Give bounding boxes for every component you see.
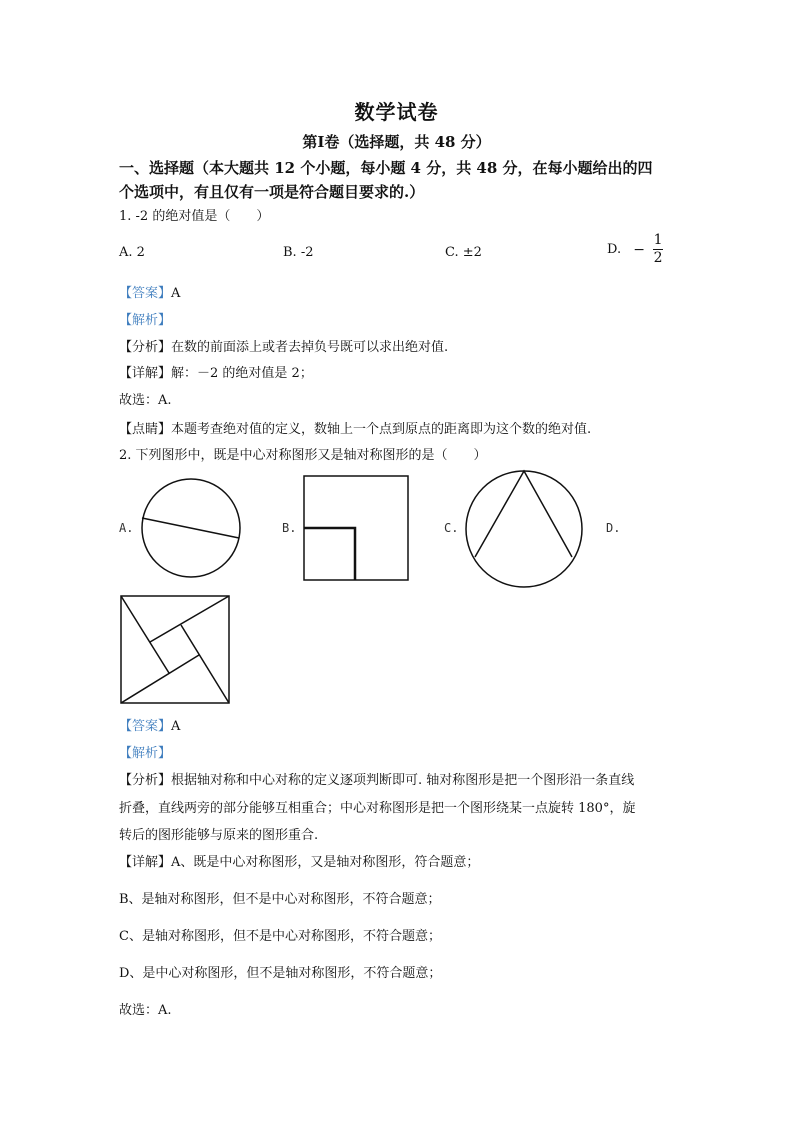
section-instruction-line1: 一、选择题（本大题共 12 个小题，每小题 4 分，共 48 分，在每小题给出的四 (119, 159, 653, 177)
fenxi-tag: 【分析】 (119, 773, 172, 788)
fraction-denominator: 2 (653, 250, 663, 266)
q2-stem: 2. 下列图形中，既是中心对称图形又是轴对称图形的是（ ） (119, 448, 487, 463)
q2-fenxi-line1 (119, 769, 634, 788)
q1-dianjing-text: 本题考查绝对值的定义，数轴上一个点到原点的距离即为这个数的绝对值. (171, 422, 592, 437)
q1-fenxi-text: 在数的前面添上或者去掉负号既可以求出绝对值. (171, 340, 449, 355)
q2-figure-label-d: D. (606, 521, 621, 535)
page-title: 数学试卷 (354, 100, 439, 124)
q1-option-d-sign: − (633, 241, 645, 258)
q2-figure-label-a: A. (119, 521, 134, 535)
q2-fenxi-text-1: 根据轴对称和中心对称的定义逐项判断即可. 轴对称图形是把一个图形沿一条直线 (171, 773, 635, 788)
q2-xiangjie-a-text: A、既是中心对称图形，又是轴对称图形，符合题意； (171, 855, 480, 870)
q1-xiangjie-text: 解：－2 的绝对值是 2； (171, 366, 313, 381)
q1-stem: 1. -2 的绝对值是（ ） (119, 209, 270, 224)
xiangjie-tag: 【详解】 (119, 855, 172, 870)
q2-fenxi-line3: 转后的图形能够与原来的图形重合. (119, 828, 319, 843)
answer-tag: 【答案】 (119, 286, 172, 301)
q1-option-b: B. -2 (283, 245, 314, 260)
q1-option-c: C. ±2 (445, 245, 482, 260)
q2-answer-row (119, 715, 180, 734)
q2-xiangjie-c: C、是轴对称图形，但不是中心对称图形，不符合题意； (119, 929, 441, 944)
answer-tag: 【答案】 (119, 719, 172, 734)
q1-option-a: A. 2 (119, 245, 145, 260)
q1-guxuan: 故选：A. (119, 393, 172, 408)
q2-guxuan: 故选：A. (119, 1003, 172, 1018)
xiangjie-tag: 【详解】 (119, 366, 172, 381)
q2-xiangjie-a (119, 851, 479, 870)
q2-xiangjie-b: B、是轴对称图形，但不是中心对称图形，不符合题意； (119, 892, 441, 907)
q2-fenxi-line2: 折叠，直线两旁的部分能够互相重合；中心对称图形是把一个图形绕某一点旋转 180°，旋 (119, 801, 636, 816)
dianjing-tag: 【点睛】 (119, 422, 172, 437)
fenxi-tag: 【分析】 (119, 340, 172, 355)
q2-xiangjie-d: D、是中心对称图形，但不是轴对称图形，不符合题意； (119, 966, 442, 981)
q1-answer-value: A (171, 286, 181, 301)
section-instruction-line2: 个选项中，有且仅有一项是符合题目要求的.） (119, 183, 425, 201)
q2-analysis-tag: 【解析】 (119, 746, 172, 761)
q1-option-d-prefix: D. (607, 242, 622, 257)
q2-figure-label-c: C. (444, 521, 459, 535)
q2-answer-value: A (171, 719, 181, 734)
fraction-numerator: 1 (653, 232, 663, 248)
q2-figure-label-b: B. (282, 521, 297, 535)
q1-analysis-tag: 【解析】 (119, 313, 172, 328)
section-subtitle: 第Ⅰ卷（选择题，共 48 分） (302, 133, 491, 151)
